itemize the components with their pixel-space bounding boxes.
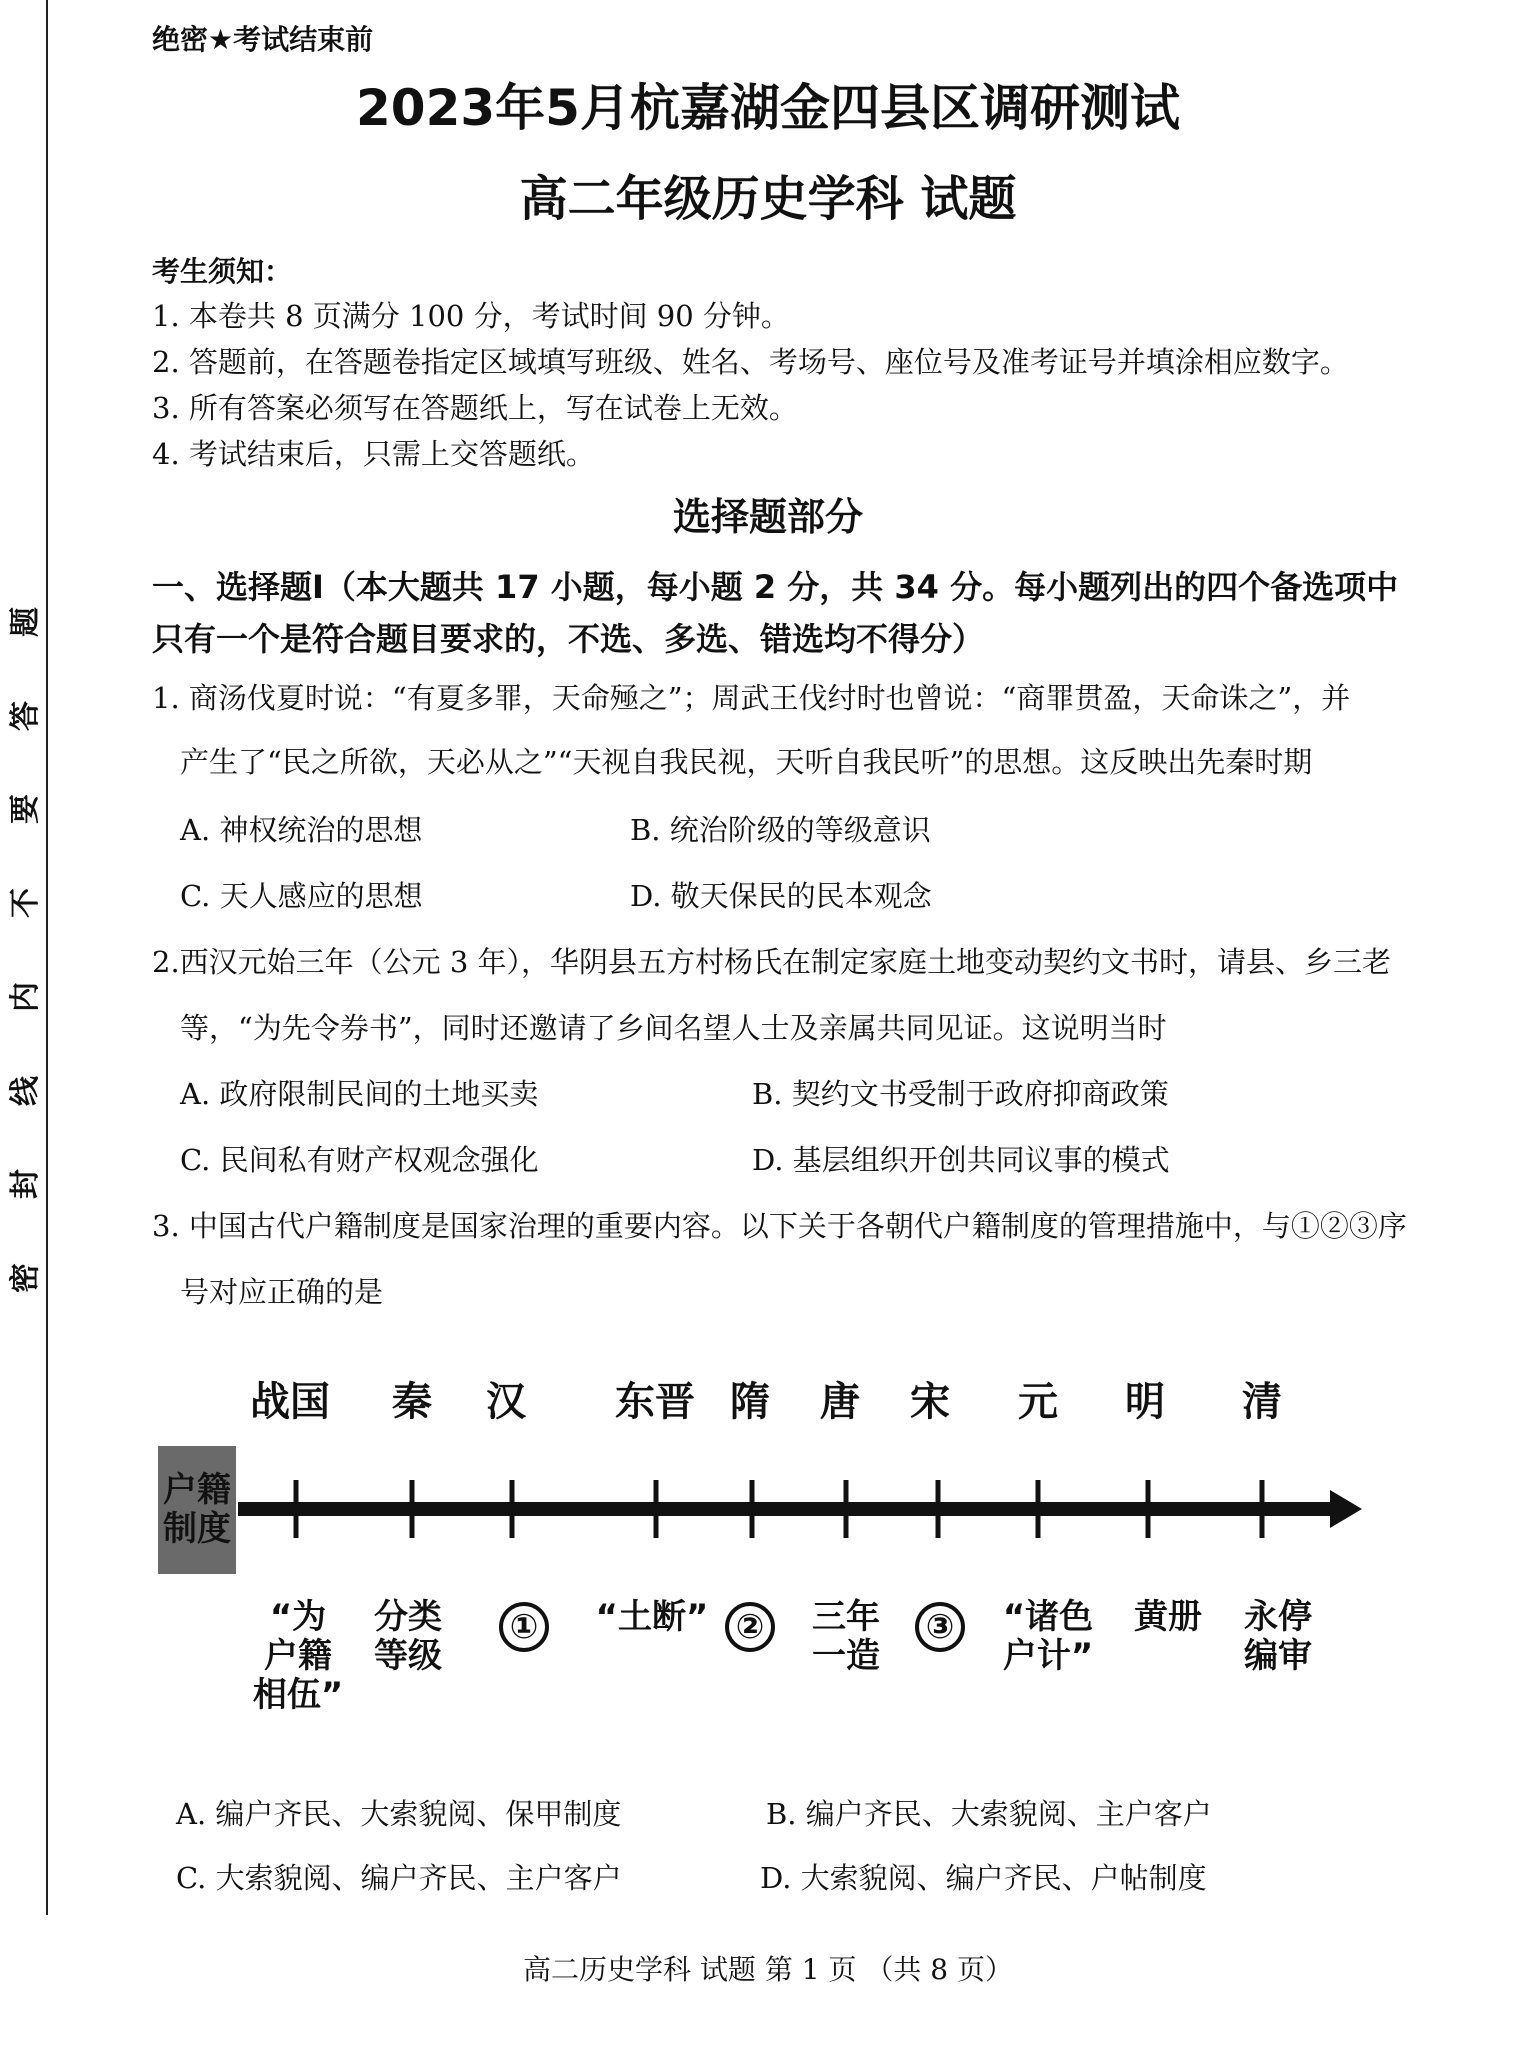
question-3-stem: 号对应正确的是 [180, 1275, 384, 1309]
question-2-stem: 等，“为先令券书”，同时还邀请了乡间名望人士及亲属共同见证。这说明当时 [180, 1011, 1167, 1045]
timeline-measure [374, 1598, 442, 1676]
question-1-stem: 产生了“民之所欲，天必从之”“天视自我民视，天听自我民听”的思想。这反映出先秦时期 [180, 745, 1313, 779]
timeline-measure [1134, 1598, 1202, 1637]
timeline-tick [844, 1480, 849, 1538]
measure-line: 永停 [1244, 1597, 1312, 1637]
section-intro: 只有一个是符合题目要求的，不选、多选、错选均不得分） [152, 620, 985, 658]
notice-item: 4. 考试结束后，只需上交答题纸。 [152, 437, 595, 471]
binding-char: 不 [8, 888, 43, 919]
measure-line: “为 [269, 1597, 327, 1637]
binding-line [46, 0, 48, 1915]
question-2-option-b: B. 契约文书受制于政府抑商政策 [752, 1077, 1169, 1111]
era-label: 明 [1125, 1379, 1165, 1425]
timeline-measure [253, 1598, 343, 1715]
timeline-tick [750, 1480, 755, 1538]
question-1-option-c: C. 天人感应的思想 [180, 879, 423, 913]
binding-char: 线 [8, 1075, 43, 1106]
measure-line: 分类 [374, 1597, 442, 1637]
era-label: 秦 [392, 1379, 432, 1425]
era-label: 唐 [820, 1379, 860, 1425]
era-label: 隋 [730, 1379, 770, 1425]
section-title: 选择题部分 [672, 494, 863, 539]
question-2-option-c: C. 民间私有财产权观念强化 [180, 1143, 539, 1177]
question-2-option-a: A. 政府限制民间的土地买卖 [180, 1077, 539, 1111]
era-label: 元 [1018, 1379, 1058, 1425]
timeline-tick [1260, 1480, 1265, 1538]
timeline-label: 户籍 [163, 1469, 231, 1510]
timeline-measure [1244, 1598, 1312, 1676]
binding-char: 密 [8, 1262, 43, 1293]
notice-item: 3. 所有答案必须写在答题纸上，写在试卷上无效。 [152, 391, 798, 425]
binding-char: 答 [8, 700, 43, 731]
binding-char: 内 [8, 981, 43, 1012]
binding-char: 封 [8, 1169, 43, 1200]
timeline-tick [510, 1480, 515, 1538]
question-3-option-d: D. 大索貌阅、编户齐民、户帖制度 [760, 1861, 1207, 1895]
timeline-label-box [158, 1446, 236, 1574]
timeline-blank-slot: ① [499, 1602, 549, 1652]
secret-mark: 绝密★考试结束前 [152, 23, 374, 56]
timeline-measure [812, 1598, 880, 1676]
notice-heading: 考生须知： [152, 255, 293, 288]
measure-line: 户籍 [263, 1636, 332, 1677]
exam-subtitle: 高二年级历史学科 试题 [519, 171, 1017, 227]
measure-line: 黄册 [1134, 1597, 1202, 1637]
question-1-option-b: B. 统治阶级的等级意识 [630, 813, 931, 847]
measure-line: 等级 [374, 1636, 442, 1677]
question-3-option-c: C. 大索貌阅、编户齐民、主户客户 [176, 1861, 622, 1895]
household-registration-timeline [150, 1370, 1390, 1730]
exam-title: 2023年5月杭嘉湖金四县区调研测试 [356, 79, 1180, 137]
binding-margin-text [2, 600, 42, 1300]
measure-line: 相伍” [252, 1675, 344, 1716]
timeline-tick [654, 1480, 659, 1538]
question-2-stem: 2.西汉元始三年（公元 3 年），华阴县五方村杨氏在制定家庭土地变动契约文书时，请县、乡三老 [152, 945, 1392, 979]
question-1-option-d: D. 敬天保民的民本观念 [630, 879, 932, 913]
timeline-tick [936, 1480, 941, 1538]
timeline-blank-slot: ② [725, 1602, 775, 1652]
question-2-option-d: D. 基层组织开创共同议事的模式 [752, 1143, 1170, 1177]
timeline-blank-slot: ③ [915, 1602, 965, 1652]
question-3-option-b: B. 编户齐民、大索貌阅、主户客户 [766, 1797, 1212, 1831]
timeline-measure [1003, 1598, 1093, 1676]
era-label: 汉 [486, 1379, 526, 1425]
question-1-stem: 1. 商汤伐夏时说：“有夏多罪，天命殛之”；周武王伐纣时也曾说：“商罪贯盈，天命诛之”，并 [152, 681, 1351, 715]
page-footer: 高二历史学科 试题 第 1 页 （共 8 页） [523, 1953, 1013, 1986]
question-3-option-a: A. 编户齐民、大索貌阅、保甲制度 [176, 1797, 622, 1831]
timeline-axis [238, 1502, 1338, 1516]
arrow-right-icon [1330, 1490, 1362, 1528]
measure-line: “诸色 [1002, 1597, 1094, 1637]
measure-line: 三年 [812, 1597, 880, 1637]
timeline-tick [1036, 1480, 1041, 1538]
measure-line: 一造 [812, 1636, 880, 1677]
era-label: 宋 [910, 1379, 950, 1425]
measure-line: “土断” [595, 1597, 709, 1637]
era-label: 战国 [250, 1379, 330, 1425]
timeline-measure [596, 1598, 709, 1637]
timeline-tick [1146, 1480, 1151, 1538]
era-label: 清 [1242, 1379, 1282, 1425]
timeline-label: 制度 [163, 1509, 231, 1549]
measure-line: 编审 [1244, 1636, 1312, 1677]
timeline-tick [410, 1480, 415, 1538]
question-3-stem: 3. 中国古代户籍制度是国家治理的重要内容。以下关于各朝代户籍制度的管理措施中，与①②③序 [152, 1209, 1407, 1243]
binding-char: 题 [8, 607, 43, 637]
notice-item: 2. 答题前，在答题卷指定区域填写班级、姓名、考场号、座位号及准考证号并填涂相应数字。 [152, 345, 1349, 379]
binding-char: 要 [8, 794, 43, 825]
question-1-option-a: A. 神权统治的思想 [180, 813, 423, 847]
notice-item: 1. 本卷共 8 页满分 100 分，考试时间 90 分钟。 [152, 299, 790, 333]
measure-line: 户计” [1002, 1636, 1094, 1677]
section-intro: 一、选择题Ⅰ（本大题共 17 小题，每小题 2 分，共 34 分。每小题列出的四个备选项中 [152, 568, 1399, 606]
timeline-tick [294, 1480, 299, 1538]
era-label: 东晋 [615, 1379, 695, 1425]
